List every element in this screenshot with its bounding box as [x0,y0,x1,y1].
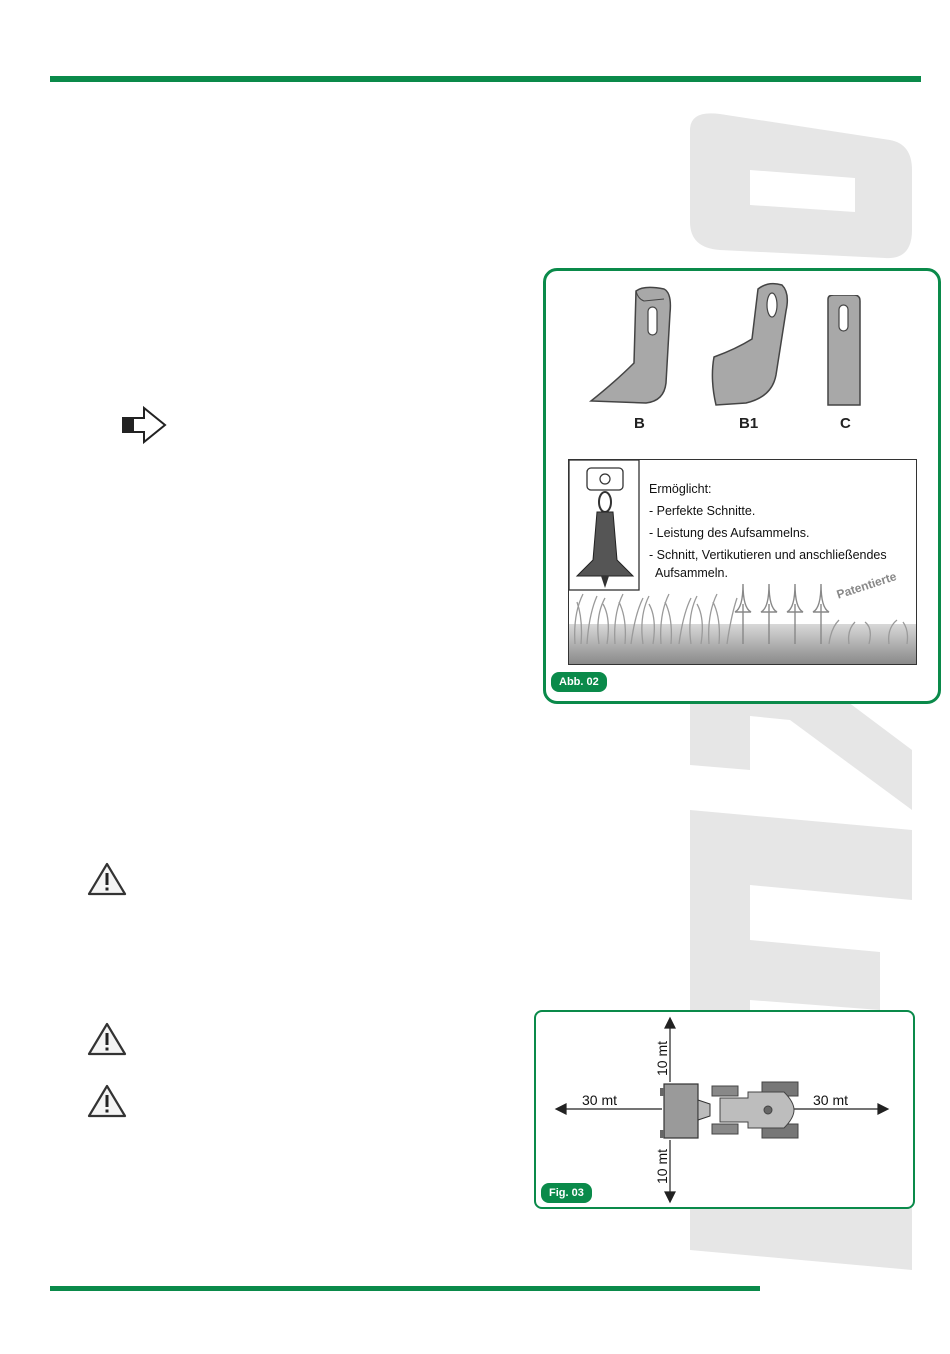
header-rule [50,76,921,82]
warning-triangle-icon [87,862,127,896]
right-arrow-icon [120,405,170,445]
panel-item: - Schnitt, Vertikutieren und anschließendes [649,548,887,562]
figure-badge: Abb. 02 [551,672,607,692]
warning-triangle-icon [87,1022,127,1056]
panel-text [649,478,887,580]
footer-rule [50,1286,760,1291]
distance-bottom-label: 10 mt [654,1148,670,1184]
warning-triangle-icon [87,1084,127,1118]
distance-right-label: 30 mt [813,1092,849,1108]
flail-blade-illustration [569,460,641,592]
blade-label-b1: B1 [739,415,759,432]
panel-item: - Leistung des Aufsammelns. [649,526,810,540]
blade-feature-panel [568,459,917,665]
blade-label-c: C [840,415,851,432]
panel-item-continuation: Aufsammeln. [655,566,728,580]
blade-c-icon [824,295,864,409]
distance-left-label: 30 mt [582,1092,618,1108]
panel-item: - Perfekte Schnitte. [649,504,756,518]
blade-b1-icon [706,279,796,407]
figure-03 [534,1010,915,1209]
panel-heading: Ermöglicht: [649,482,712,496]
figure-badge: Fig. 03 [541,1183,592,1203]
blade-b-icon [586,283,686,408]
figure-02 [543,268,941,704]
safety-distance-diagram [536,1012,913,1207]
grass-illustration [569,584,916,664]
distance-top-label: 10 mt [654,1040,670,1076]
patent-stamp: Patentierte [834,569,899,602]
blade-label-b: B [634,415,645,432]
